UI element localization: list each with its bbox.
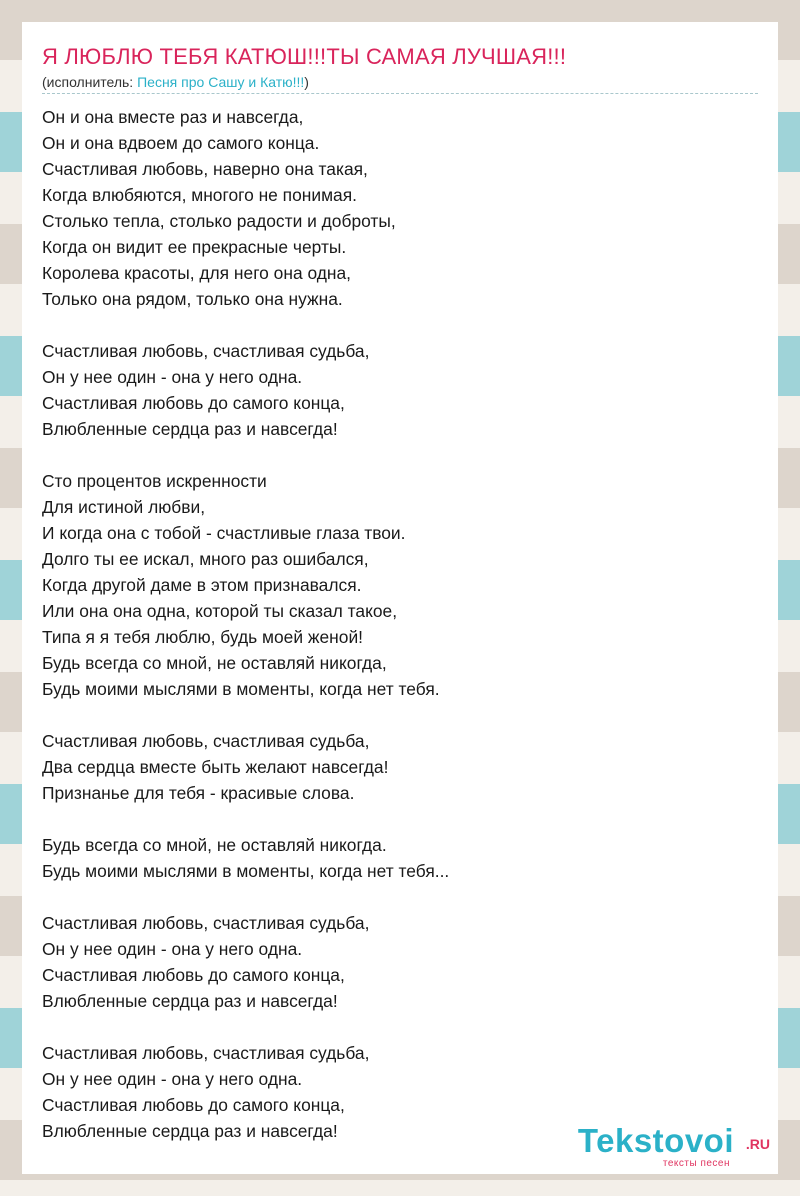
lyric-line: Счастливая любовь, счастливая судьба, (42, 731, 370, 751)
lyric-line: Столько тепла, столько радости и доброты, (42, 211, 396, 231)
lyric-line: Долго ты ее искал, много раз ошибался, (42, 549, 369, 569)
lyric-line: Счастливая любовь до самого конца, (42, 1095, 345, 1115)
lyrics-stanza (42, 338, 758, 442)
lyric-line: Типа я я тебя люблю, будь моей женой! (42, 627, 363, 647)
lyrics-stanza (42, 910, 758, 1014)
lyric-line: Он и она вместе раз и навсегда, (42, 107, 304, 127)
lyrics-stanza (42, 832, 758, 884)
lyric-line: Будь всегда со мной, не оставляй никогда, (42, 653, 387, 673)
lyric-line: Будь моими мыслями в моменты, когда нет тебя... (42, 861, 450, 881)
lyric-line: Только она рядом, только она нужна. (42, 289, 343, 309)
lyric-line: Он у нее один - она у него одна. (42, 367, 303, 387)
lyric-line: Влюбленные сердца раз и навсегда! (42, 991, 338, 1011)
lyric-line: Королева красоты, для него она одна, (42, 263, 351, 283)
logo-tld: .RU (745, 1136, 770, 1152)
lyrics-stanza (42, 104, 758, 312)
artist-byline (42, 74, 309, 90)
lyric-line: Когда влюбяются, многого не понимая. (42, 185, 357, 205)
logo-tagline: тексты песен (662, 1158, 730, 1169)
lyric-line: Влюбленные сердца раз и навсегда! (42, 419, 338, 439)
byline-suffix: ) (304, 74, 309, 90)
lyric-line: Признанье для тебя - красивые слова. (42, 783, 355, 803)
lyrics-stanza (42, 728, 758, 806)
lyric-line: Влюбленные сердца раз и навсегда! (42, 1121, 338, 1141)
lyric-line: Счастливая любовь до самого конца, (42, 965, 345, 985)
lyric-line: Он у нее один - она у него одна. (42, 1069, 303, 1089)
lyric-line: Два сердца вместе быть желают навсегда! (42, 757, 389, 777)
logo-wordmark: Tekstovoi (577, 1122, 734, 1159)
lyric-line: Когда он видит ее прекрасные черты. (42, 237, 347, 257)
lyric-line: Счастливая любовь до самого конца, (42, 393, 345, 413)
lyric-line: И когда она с тобой - счастливые глаза твои. (42, 523, 406, 543)
lyric-line: Счастливая любовь, счастливая судьба, (42, 913, 370, 933)
artist-link[interactable]: Песня про Сашу и Катю!!! (137, 74, 305, 90)
title-divider (42, 93, 758, 94)
lyric-line: Будь всегда со мной, не оставляй никогда. (42, 835, 387, 855)
lyric-line: Счастливая любовь, счастливая судьба, (42, 341, 370, 361)
site-logo[interactable] (560, 1122, 770, 1170)
lyric-line: Будь моими мыслями в моменты, когда нет тебя. (42, 679, 440, 699)
byline-prefix: (исполнитель: (42, 74, 138, 90)
lyric-line: Или она она одна, которой ты сказал такое, (42, 601, 398, 621)
lyric-line: Счастливая любовь, счастливая судьба, (42, 1043, 370, 1063)
lyric-line: Когда другой даме в этом признавался. (42, 575, 362, 595)
lyrics-stanza (42, 468, 758, 702)
lyric-line: Он у нее один - она у него одна. (42, 939, 303, 959)
lyrics-card (22, 22, 778, 1174)
lyric-line: Он и она вдвоем до самого конца. (42, 133, 320, 153)
lyrics-body (42, 104, 758, 1170)
lyric-line: Сто процентов искренности (42, 471, 267, 491)
song-title: Я ЛЮБЛЮ ТЕБЯ КАТЮШ!!!ТЫ САМАЯ ЛУЧШАЯ!!! (42, 44, 567, 69)
lyric-line: Счастливая любовь, наверно она такая, (42, 159, 368, 179)
lyric-line: Для истиной любви, (42, 497, 206, 517)
